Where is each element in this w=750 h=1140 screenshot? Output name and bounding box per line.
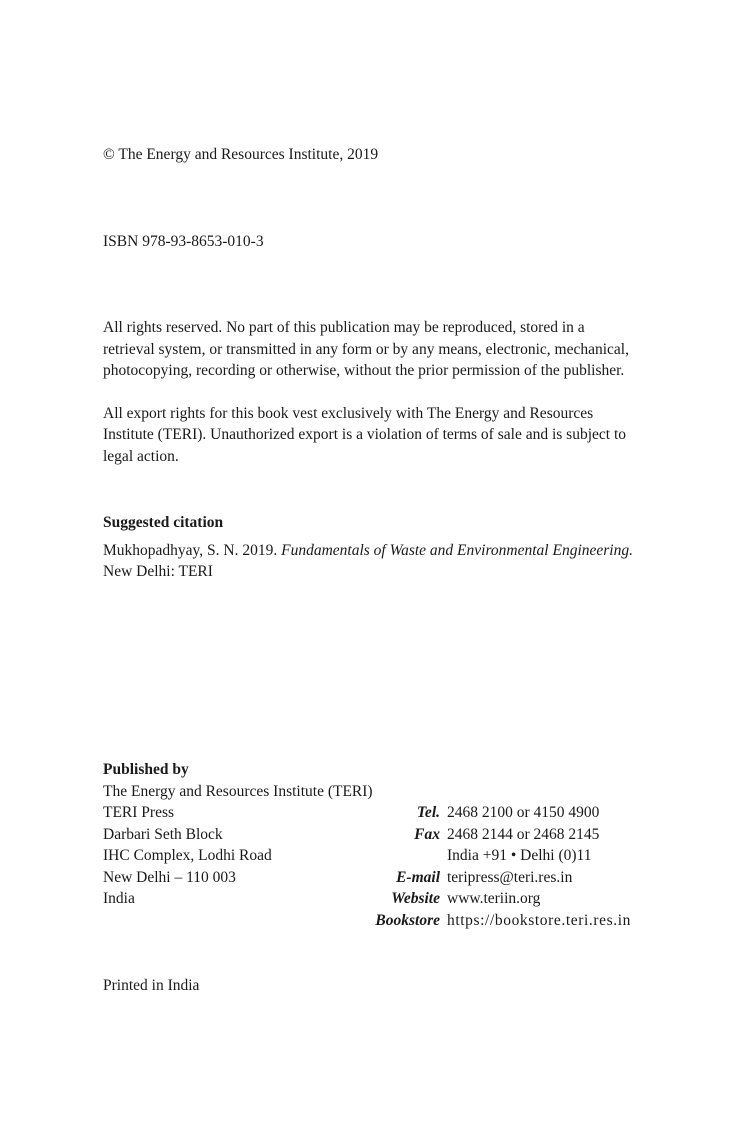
published-heading: Published by [103, 761, 189, 778]
address-line: IHC Complex, Lodhi Road [103, 847, 272, 864]
fax-label: Fax [414, 825, 440, 843]
bookstore-label: Bookstore [375, 911, 440, 929]
email-value[interactable]: teripress@teri.res.in [447, 868, 573, 886]
address-line [103, 910, 353, 932]
publisher-org: The Energy and Resources Institute (TERI) [103, 782, 373, 800]
copyright-notice: © The Energy and Resources Institute, 2019 [103, 146, 379, 163]
tel-label: Tel. [416, 804, 440, 821]
citation-title: Fundamentals of Waste and Environmental Engineering. [281, 541, 633, 559]
website-value[interactable]: www.teriin.org [447, 890, 541, 907]
email-label: E-mail [396, 868, 440, 886]
blank-label [360, 845, 440, 867]
printed-in: Printed in India [103, 977, 200, 994]
citation-authors: Mukhopadhyay, S. N. 2019. [103, 541, 282, 559]
publisher-info [103, 759, 663, 931]
citation-reference [103, 540, 663, 562]
fax-value: 2468 2144 or 2468 2145 [447, 825, 600, 843]
rights-line: retrieval system, or transmitted in any form or by any means, electronic, mechanical, [103, 340, 629, 358]
citation-heading: Suggested citation [103, 514, 224, 531]
address-line: India [103, 890, 135, 907]
website-label: Website [391, 890, 440, 907]
rights-line: All rights reserved. No part of this publication may be reproduced, stored in a [103, 319, 585, 336]
address-line: TERI Press [103, 804, 175, 821]
rights-line: photocopying, recording or otherwise, without the prior permission of the publisher. [103, 362, 625, 379]
isbn: ISBN 978-93-8653-010-3 [103, 233, 264, 250]
address-line: New Delhi – 110 003 [103, 868, 236, 886]
address-line: Darbari Seth Block [103, 825, 223, 843]
dialing-code: India +91 • Delhi (0)11 [447, 847, 592, 864]
rights-paragraph-2 [103, 403, 663, 468]
tel-value: 2468 2100 or 4150 4900 [447, 804, 600, 821]
bookstore-value[interactable]: https://bookstore.teri.res.in [447, 911, 632, 929]
rights-line: Institute (TERI). Unauthorized export is a violation of terms of sale and is subject to [103, 426, 626, 443]
citation-place: New Delhi: TERI [103, 563, 213, 580]
publisher-contact-grid [103, 802, 663, 931]
rights-paragraph-1 [103, 317, 663, 382]
rights-statement [103, 317, 663, 488]
suggested-citation [103, 512, 663, 583]
rights-line: legal action. [103, 447, 179, 465]
rights-line: All export rights for this book vest exclusively with The Energy and Resources [103, 404, 594, 422]
